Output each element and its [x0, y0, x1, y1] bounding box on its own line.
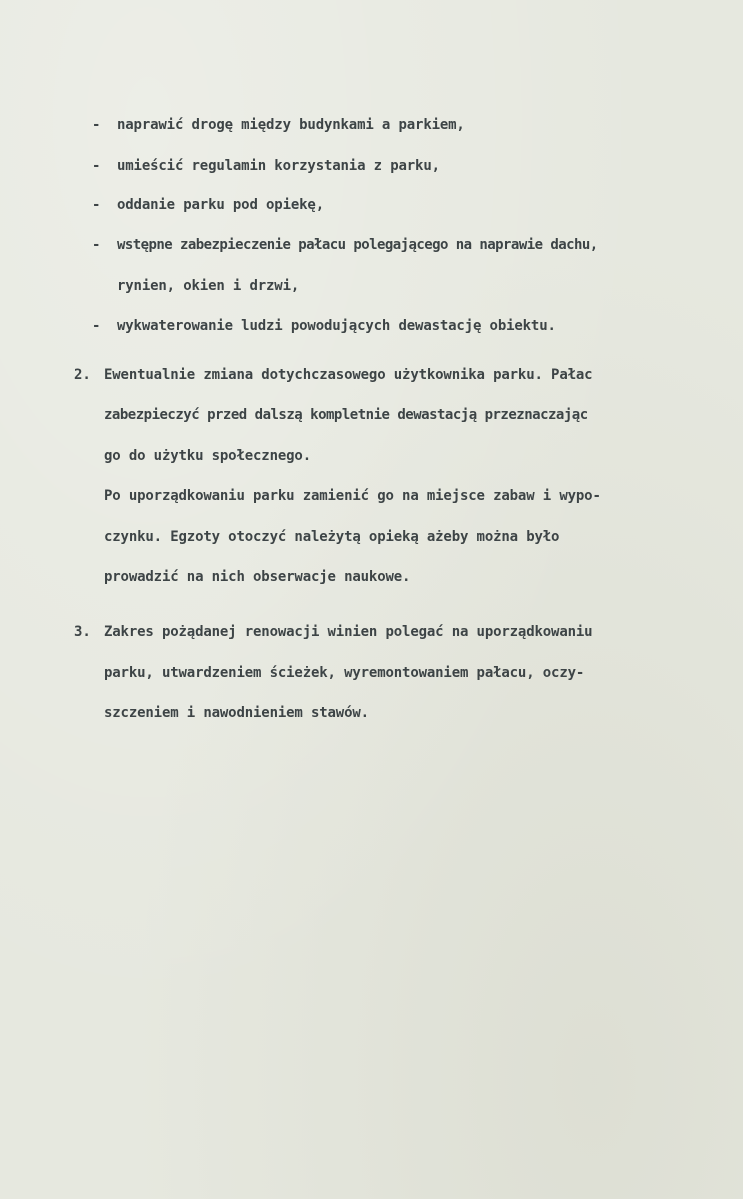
bullet-dash: -: [92, 318, 101, 334]
section-3-line: parku, utwardzeniem ścieżek, wyremontowaniem pałacu, oczy-: [104, 665, 585, 681]
section-3-number: 3.: [74, 624, 91, 640]
section-2-number: 2.: [74, 367, 91, 383]
bullet-text: naprawić drogę między budynkami a parkiem,: [117, 117, 465, 133]
bullet-text: wykwaterowanie ludzi powodujących dewastację obiektu.: [117, 318, 556, 334]
section-2-line: Po uporządkowaniu parku zamienić go na miejsce zabaw i wypo-: [104, 488, 601, 504]
bullet-text: umieścić regulamin korzystania z parku,: [117, 158, 440, 174]
section-3-line: szczeniem i nawodnieniem stawów.: [104, 705, 369, 721]
bullet-text: oddanie parku pod opiekę,: [117, 197, 324, 213]
section-2-line: czynku. Egzoty otoczyć należytą opieką ażeby można było: [104, 529, 560, 545]
section-2-line: Ewentualnie zmiana dotychczasowego użytkownika parku. Pałac: [104, 367, 593, 383]
bullet-dash: -: [92, 197, 101, 213]
bullet-dash: -: [92, 117, 101, 133]
bullet-text: wstępne zabezpieczenie pałacu polegającego na naprawie dachu,: [117, 237, 598, 253]
bullet-text-continuation: rynien, okien i drzwi,: [117, 278, 300, 294]
section-2-line: zabezpieczyć przed dalszą kompletnie dewastacją przeznaczając: [104, 407, 588, 423]
section-2-line: prowadzić na nich obserwacje naukowe.: [104, 569, 411, 585]
bullet-dash: -: [92, 158, 101, 174]
bullet-dash: -: [92, 237, 101, 253]
section-3-line: Zakres pożądanej renowacji winien polegać na uporządkowaniu: [104, 624, 593, 640]
section-2-line: go do użytku społecznego.: [104, 448, 311, 464]
